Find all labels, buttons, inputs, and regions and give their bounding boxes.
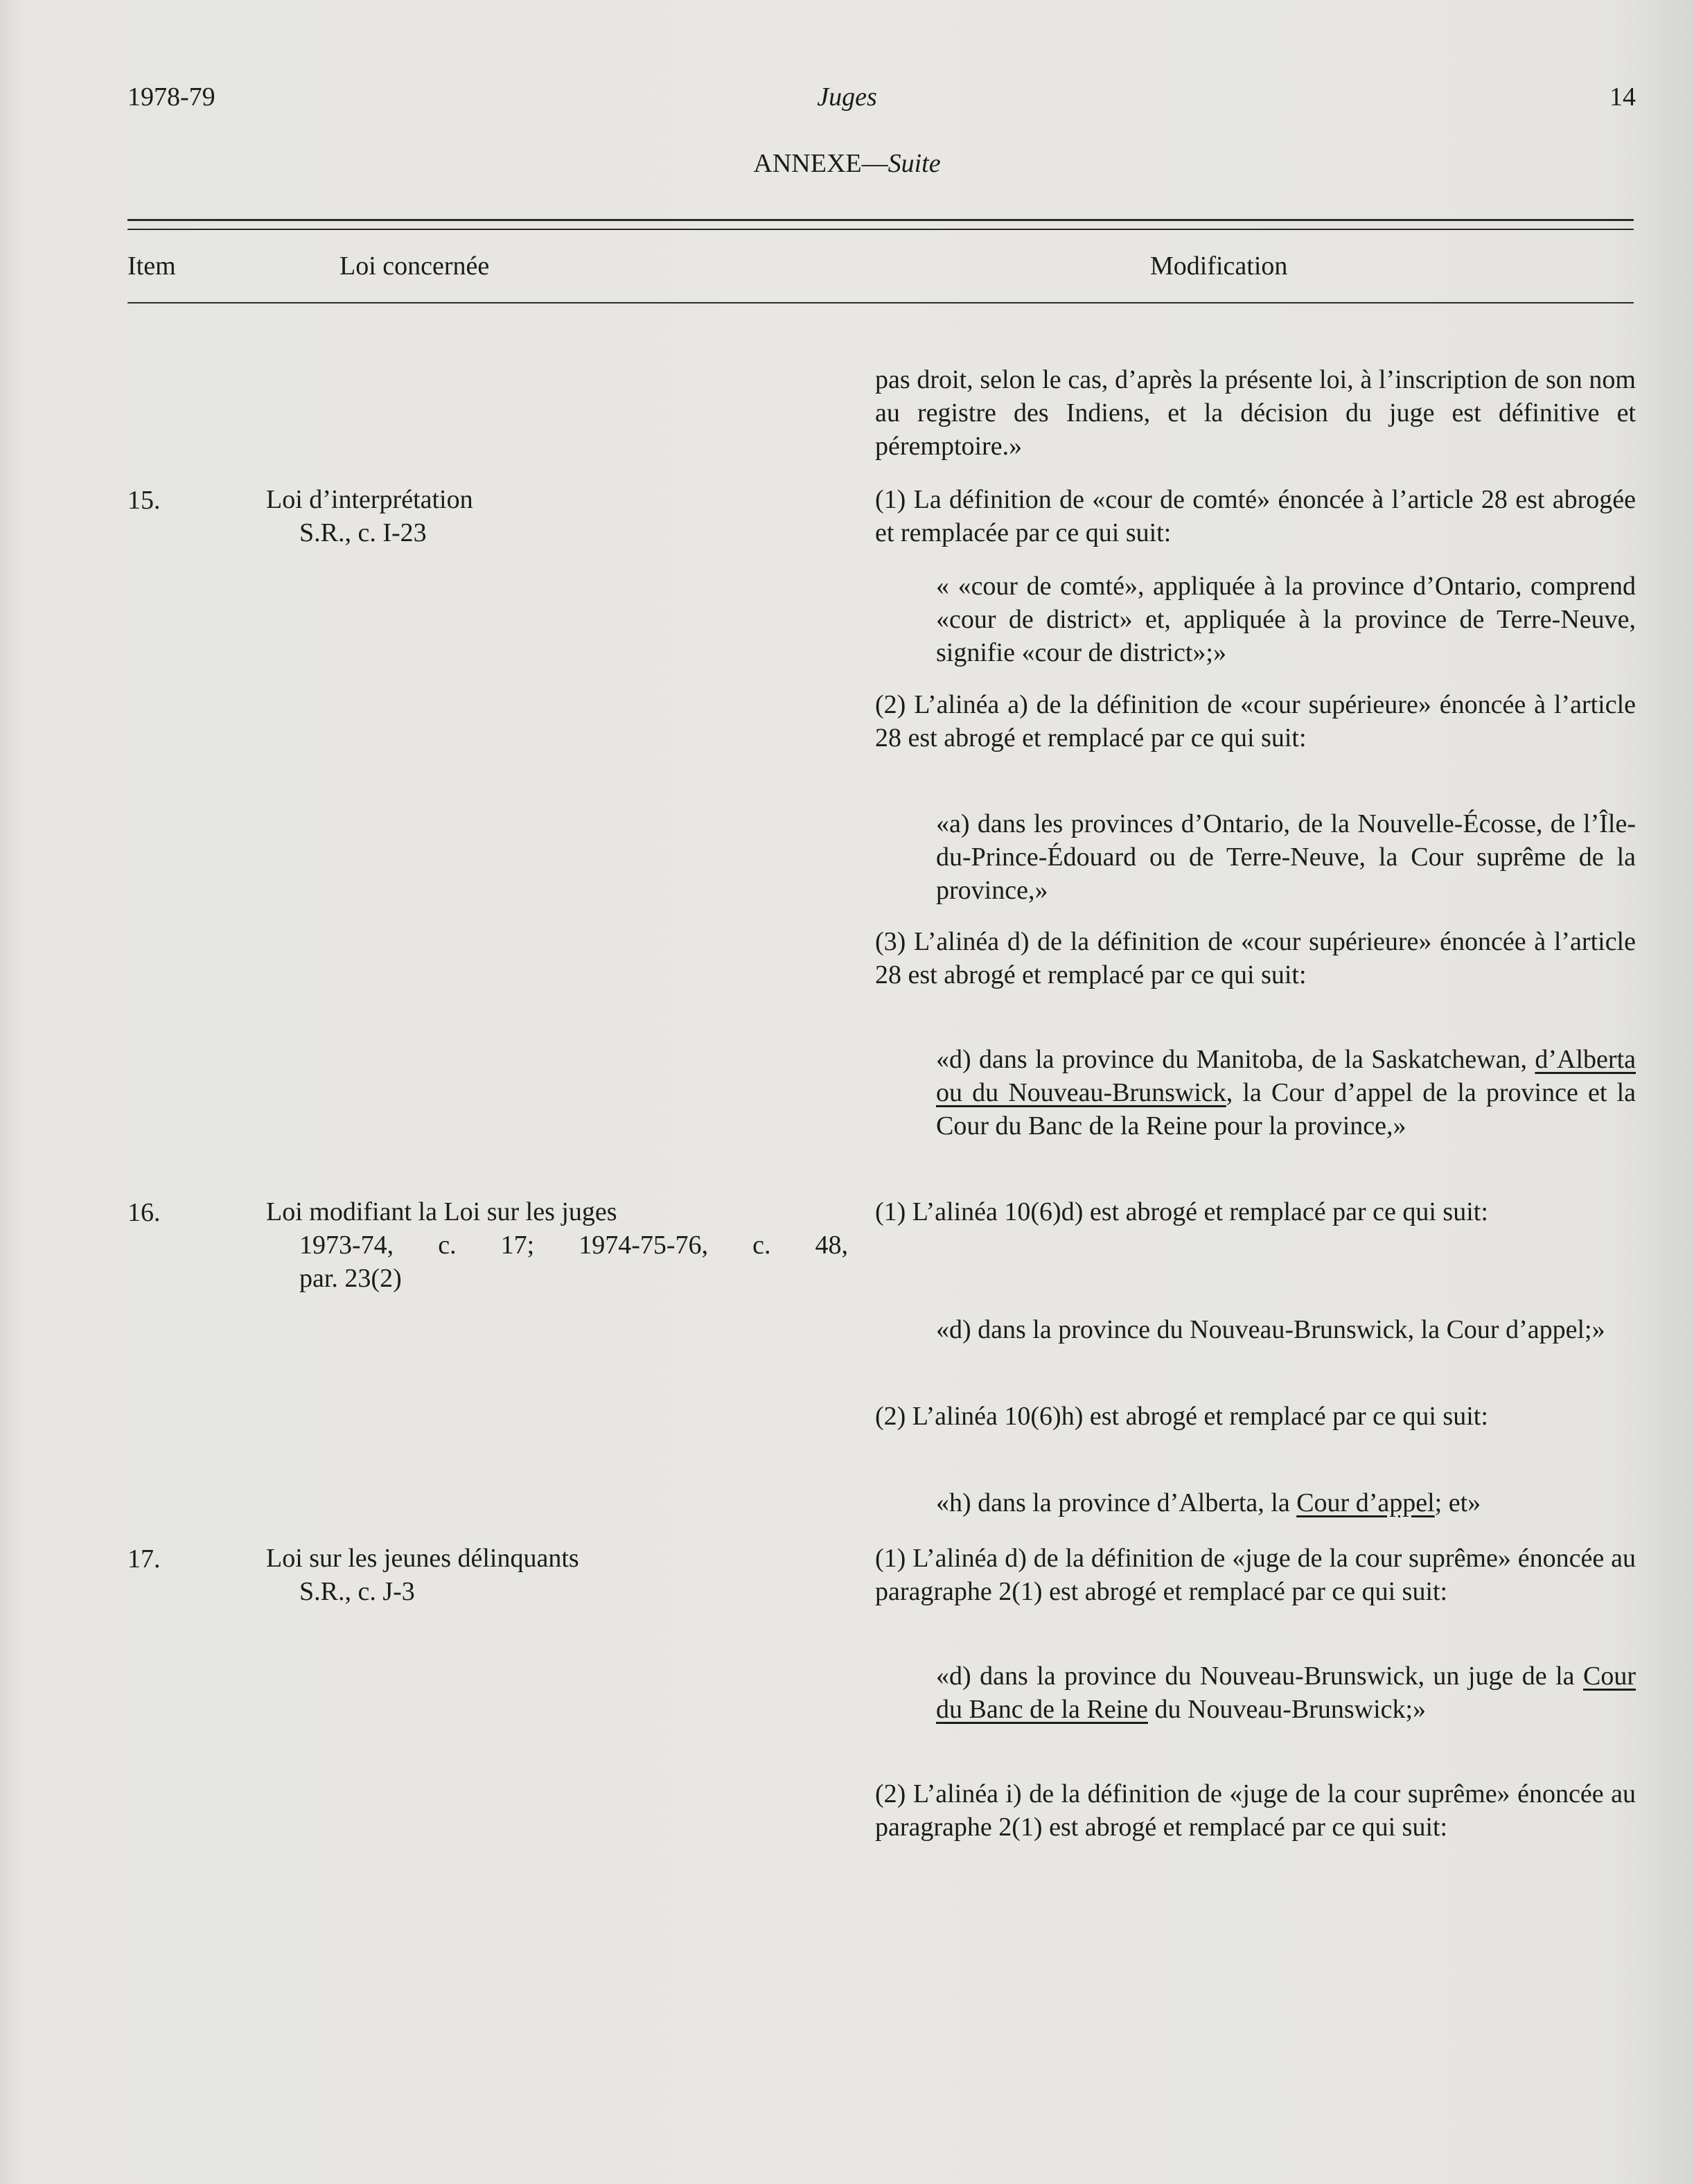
amendment-paragraph: (3) L’alinéa d) de la définition de «cour supérieure» énoncée à l’article 28 est abrogé et remplacé par ce qui suit: xyxy=(875,927,1636,989)
quoted-text xyxy=(875,1659,1636,1726)
column-header-act: Loi concernée xyxy=(339,252,490,281)
column-header-item: Item xyxy=(127,252,176,281)
amendment-paragraph: (2) L’alinéa 10(6)h) est abrogé et remplacé par ce qui suit: xyxy=(875,1402,1488,1431)
quote-part: «h) dans la province d’Alberta, la xyxy=(936,1488,1297,1517)
amendment-quote xyxy=(875,1486,1636,1520)
item-number: 16. xyxy=(127,1198,161,1227)
act-citation: S.R., c. J-3 xyxy=(299,1577,415,1606)
item-act xyxy=(266,1542,579,1608)
amendment-paragraph: (2) L’alinéa a) de la définition de «cour supérieure» énoncée à l’article 28 est abrogé et remplacé par ce qui suit: xyxy=(875,690,1636,752)
header-title: Juges xyxy=(817,82,877,112)
amendment-quote xyxy=(875,1043,1636,1143)
underlined-text: Cour d’appel xyxy=(1296,1488,1435,1517)
act-title: Loi sur les jeunes délinquants xyxy=(266,1544,579,1573)
header-year: 1978-79 xyxy=(127,82,215,112)
amendment-quote xyxy=(875,1659,1636,1726)
column-header-rule xyxy=(127,302,1634,303)
quote-part: ; et» xyxy=(1434,1488,1481,1517)
quoted-text: «a) dans les provinces d’Ontario, de la Nouvelle-Écosse, de l’Île-du-Prince-Édouard ou de Terre-Neuve, la Cour suprême de la province,» xyxy=(936,809,1636,905)
table-top-rule-thin xyxy=(127,229,1634,230)
amendment-paragraph: (2) L’alinéa i) de la définition de «juge de la cour suprême» énoncée au paragraphe 2(1) est abrogé et remplacé par ce qui suit: xyxy=(875,1779,1636,1842)
table-top-rule xyxy=(127,219,1634,221)
page-number: 14 xyxy=(1609,82,1636,112)
act-citation: 1973-74, c. 17; 1974-75-76, c. 48, xyxy=(299,1231,848,1260)
quoted-text: «d) dans la province du Nouveau-Brunswick, la Cour d’appel;» xyxy=(936,1315,1605,1344)
act-citation-cont: par. 23(2) xyxy=(299,1264,402,1293)
amendment-paragraph: (1) La définition de «cour de comté» énoncée à l’article 28 est abrogée et remplacée par ce qui suit: xyxy=(875,485,1636,547)
quoted-text xyxy=(875,1486,1636,1520)
annex-suffix: Suite xyxy=(888,149,941,178)
amendment-quote xyxy=(875,570,1636,669)
amendment-paragraph: (1) L’alinéa 10(6)d) est abrogé et remplacé par ce qui suit: xyxy=(875,1197,1488,1226)
item-act xyxy=(266,1195,848,1295)
item-act xyxy=(266,483,473,549)
item-number: 17. xyxy=(127,1544,161,1574)
annex-heading xyxy=(0,148,1694,179)
annex-label: ANNEXE— xyxy=(753,149,888,178)
quote-part: «d) dans la province du Manitoba, de la Saskatchewan, xyxy=(936,1045,1535,1074)
act-title: Loi d’interprétation xyxy=(266,485,473,514)
amendment-quote xyxy=(875,807,1636,907)
quote-part: du Nouveau-Brunswick;» xyxy=(1148,1695,1427,1724)
underlined-text: d’Alberta ou du Nouveau-Brunswick xyxy=(936,1045,1636,1107)
quote-part: , la Cour d’appel de la province et la Cour du Banc de la Reine pour la province,» xyxy=(936,1078,1636,1141)
amendment-paragraph: pas droit, selon le cas, d’après la présente loi, à l’inscription de son nom au registre des Indiens, et la décision du juge est définitive et péremptoire.» xyxy=(875,365,1636,461)
quote-part: «d) dans la province du Nouveau-Brunswick, un juge de la xyxy=(936,1662,1583,1691)
underlined-text: Cour du Banc de la Reine xyxy=(936,1662,1636,1724)
quoted-text xyxy=(875,1043,1636,1143)
column-header-amendment: Modification xyxy=(1150,252,1288,281)
act-title: Loi modifiant la Loi sur les juges xyxy=(266,1197,617,1226)
act-citation: S.R., c. I-23 xyxy=(299,518,427,547)
quoted-text: « «cour de comté», appliquée à la province d’Ontario, comprend «cour de district» et, appliquée à la province de Terre-Neuve, signifie «cour de district»;» xyxy=(936,572,1636,667)
amendment-paragraph: (1) L’alinéa d) de la définition de «juge de la cour suprême» énoncée au paragraphe 2(1) est abrogé et remplacé par ce qui suit: xyxy=(875,1544,1636,1606)
amendment-quote xyxy=(875,1313,1636,1346)
item-number: 15. xyxy=(127,486,161,515)
